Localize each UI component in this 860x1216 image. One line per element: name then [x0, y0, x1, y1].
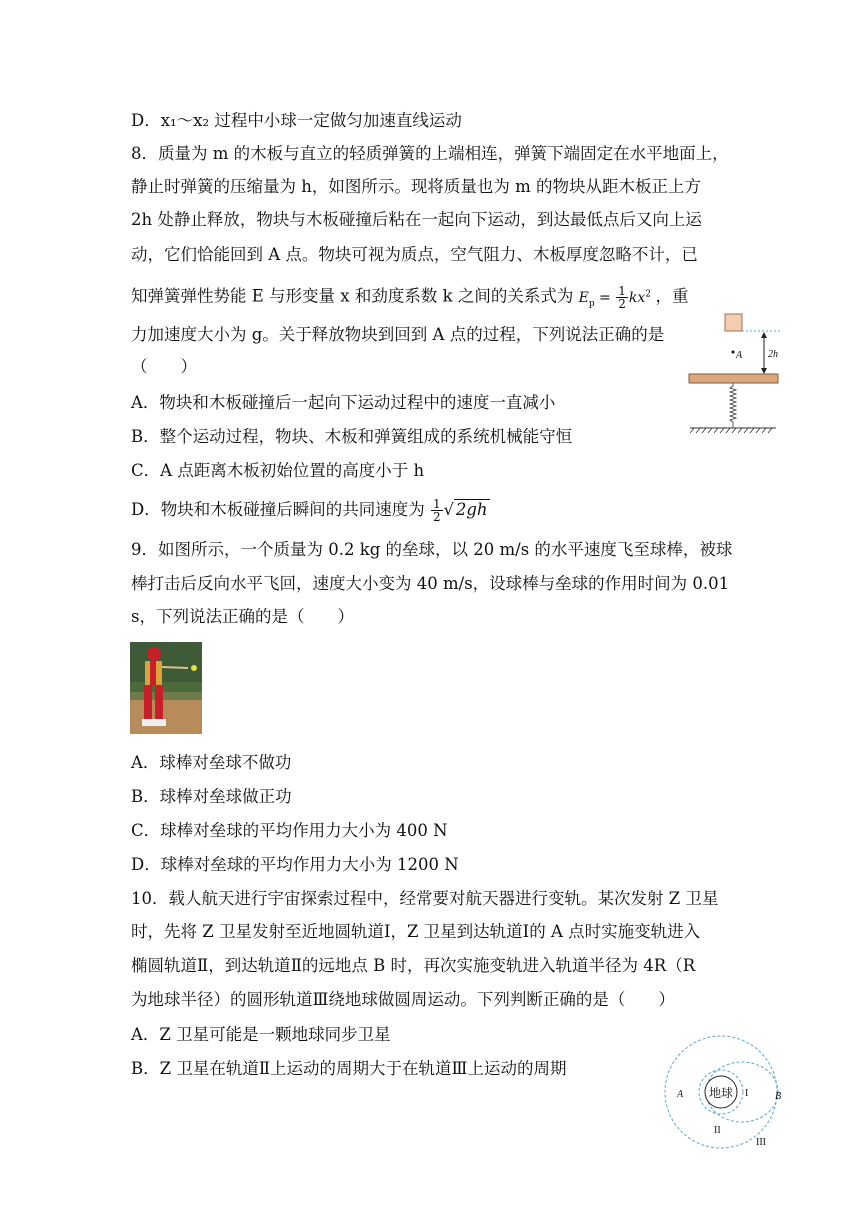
q9-option-a: A．球棒对垒球不做功: [131, 753, 292, 772]
q8-option-d-text: D．物块和木板碰撞后瞬间的共同速度为: [131, 500, 425, 519]
q10-stem-line4: 为地球半径）的圆形轨道Ⅲ绕地球做圆周运动。下列判断正确的是（ ）: [131, 990, 675, 1009]
orbit-figure: [664, 1029, 794, 1154]
q9-option-b: B．球棒对垒球做正功: [131, 787, 292, 806]
radical-sign: √: [443, 500, 454, 519]
ground-hatch: [690, 428, 772, 433]
q10-stem-line1: 10．载人航天进行宇宙探索过程中，经常要对航天器进行变轨。某次发射 Z 卫星: [131, 889, 719, 908]
q10-stem-line3: 椭圆轨道Ⅱ，到达轨道Ⅱ的远地点 B 时，再次实施变轨进入轨道半径为 4R（R: [131, 956, 696, 975]
q8-stem-line4: 动，它们恰能回到 A 点。物块可视为质点，空气阻力、木板厚度忽略不计，已: [131, 245, 698, 264]
label-a: A: [736, 350, 743, 361]
fraction-num: 1: [618, 284, 626, 299]
orbit-3-label: III: [756, 1137, 766, 1148]
formula-lhs: E: [578, 289, 589, 306]
q8-stem-line1: 8．质量为 m 的木板与直立的轻质弹簧的上端相连，弹簧下端固定在水平地面上，: [131, 144, 729, 163]
q8-option-c: C．A 点距离木板初始位置的高度小于 h: [131, 461, 425, 480]
spring-plank-figure: [684, 310, 784, 440]
label-2h: 2h: [768, 349, 778, 360]
energy-formula: [578, 284, 656, 312]
q9-stem-line3: s，下列说法正确的是（ ）: [131, 607, 354, 626]
earth-label: 地球: [708, 1086, 734, 1100]
orbit-1-label: I: [745, 1088, 749, 1099]
fraction-den: 2: [618, 297, 626, 312]
q9-option-c: C．球棒对垒球的平均作用力大小为 400 N: [131, 821, 448, 840]
q9-stem-line1: 9．如图所示，一个质量为 0.2 kg 的垒球，以 20 m/s 的水平速度飞至球棒，被球: [131, 540, 733, 559]
velocity-num: 1: [432, 497, 441, 511]
q8-stem-line5: [131, 283, 688, 314]
q8-line5-tail: ，重: [655, 286, 689, 306]
q8-stem-line7: （ ）: [131, 357, 197, 376]
q8-stem-line6: 力加速度大小为 g。关于释放物块到回到 A 点的过程，下列说法正确的是: [131, 325, 665, 344]
radical-content: 2gh: [455, 500, 488, 519]
q9-stem-line2: 棒打击后反向水平飞回，速度大小变为 40 m/s，设球棒与垒球的作用时间为 0.01: [131, 574, 730, 593]
plank: [689, 374, 778, 383]
q10-option-a: A．Z 卫星可能是一颗地球同步卫星: [131, 1025, 391, 1044]
point-a-dot: [732, 351, 735, 354]
formula-rhs: kx: [628, 289, 646, 306]
spring: [730, 383, 736, 428]
velocity-den: 2: [432, 510, 441, 524]
orbit-2-label: II: [714, 1125, 721, 1136]
softball-batter-photo: [130, 642, 202, 734]
block: [725, 314, 742, 331]
q7-option-d: D．x₁～x₂ 过程中小球一定做匀加速直线运动: [131, 111, 462, 130]
arrow-head-up: [761, 332, 767, 338]
point-a-label: A: [677, 1089, 684, 1100]
q8-stem-line2: 静止时弹簧的压缩量为 h，如图所示。现将质量也为 m 的物块从距木板正上方: [131, 177, 702, 196]
q10-stem-line2: 时，先将 Z 卫星发射至近地圆轨道Ⅰ，Z 卫星到达轨道Ⅰ的 A 点时实施变轨进入: [131, 922, 701, 941]
velocity-fraction: [431, 498, 443, 523]
formula-sup: 2: [645, 289, 651, 299]
q10-option-b: B．Z 卫星在轨道Ⅱ上运动的周期大于在轨道Ⅲ上运动的周期: [131, 1059, 567, 1078]
q8-option-d: [131, 498, 490, 523]
point-b-label: B: [775, 1091, 782, 1102]
arrow-head-down: [761, 368, 767, 374]
q8-stem-line3: 2h 处静止释放，物块与木板碰撞后粘在一起向下运动，到达最低点后又向上运: [131, 210, 702, 229]
q8-line5-text: 知弹簧弹性势能 E 与形变量 x 和劲度系数 k 之间的关系式为: [131, 286, 574, 306]
q9-option-d: D．球棒对垒球的平均作用力大小为 1200 N: [131, 855, 459, 874]
formula-equals: =: [599, 289, 611, 306]
q8-option-a: A．物块和木板碰撞后一起向下运动过程中的速度一直减小: [131, 393, 556, 412]
q8-option-b: B．整个运动过程，物块、木板和弹簧组成的系统机械能守恒: [131, 427, 573, 446]
formula-fraction: [616, 285, 628, 310]
formula-sub: p: [588, 298, 595, 309]
